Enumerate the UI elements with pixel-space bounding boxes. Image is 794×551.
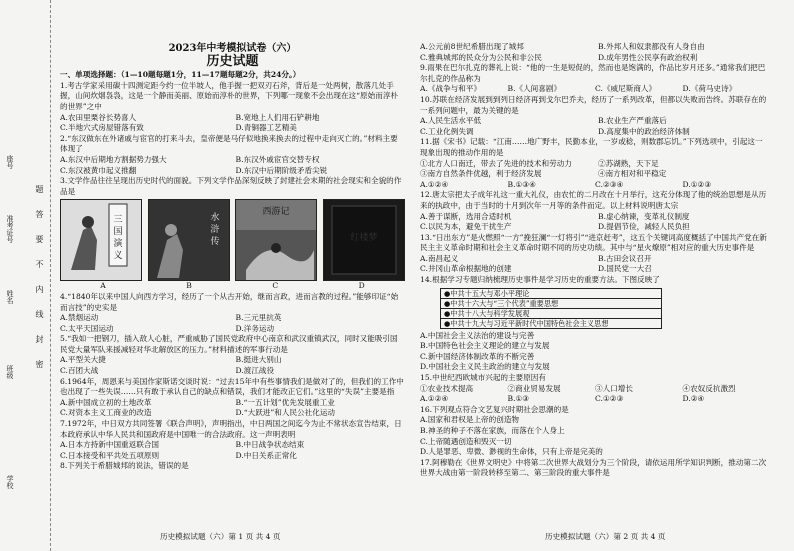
cover-title-char: 义 (113, 251, 123, 262)
image-labels (60, 281, 405, 292)
option: A.①②④ (420, 179, 449, 189)
option: C.日本接受和平共处五项原则 (60, 450, 160, 460)
option: A.南昌起义 (420, 253, 459, 263)
option: C.半地穴式房屋错落有致 (60, 123, 144, 133)
statement: ①农业技术提高 (420, 383, 474, 393)
option: D.②④ (682, 394, 705, 404)
option: B.“一五计划”优先发展重工业 (235, 397, 335, 407)
option: A.平型关大捷 (60, 355, 106, 365)
option: B.东汉外戚宦官交替专权 (235, 154, 320, 164)
question-3-images (60, 199, 405, 281)
option: B.古田会议召开 (598, 253, 652, 263)
option: C.对资本主义工商业的改造 (60, 408, 152, 418)
question-10-options (420, 116, 770, 137)
question-10: 10.苏联在经济发展到到列日经济再到戈尔巴乔夫，经历了一系列改革，但都以失败而告终。苏联存在的一系列问题中，最为关键的是 (420, 94, 767, 115)
option: D.“大跃进”和人民公社化运动 (235, 408, 336, 418)
statement: ②苏湖熟，天下足 (598, 158, 659, 168)
statement: ③南方自然条件优越，利于经济发展 (420, 169, 542, 179)
cover-title-char: 三 (113, 215, 123, 226)
option: B.虚心纳谏，变革礼仪制度 (598, 211, 690, 221)
option: D.《荷马史诗》 (682, 84, 737, 94)
question-4-options (60, 313, 405, 334)
class-label: 班级 (6, 365, 14, 379)
cover-title-char: 国 (113, 227, 123, 238)
question-14: 14.根据学习专题归纳梳理历史事件是学习历史的重要方法。下图反映了 (420, 275, 660, 285)
question-11: 11.据《宋书》记载：“江南……地广野丰，民勤本业，一岁或稔，则数郡忘饥。”下列选项中，引起这一现象出现的推动作用的是 (420, 137, 763, 157)
left-column (60, 0, 405, 472)
question-4: 4.“1840年以来中国人向西方学习，经历了一个从古开始，继而言政，进而言教的过程。”能够印证“始而言技”的史实是 (60, 291, 399, 312)
figure-row: ●中共十五大与邓小平理论 (441, 289, 661, 299)
question-11-items (420, 159, 770, 180)
option: C.工业化例失调 (420, 126, 474, 136)
option: B.①③④ (507, 179, 536, 189)
question-1-options (60, 113, 405, 134)
question-7: 7.1972年，中日双方共同签署《联合声明》，声明指出，中日两国之间迄今为止不常状态宣告结束，日本政府承认中华人民共和国政府是中国唯一的合法政府。这一声明表明 (60, 419, 402, 439)
question-8: 8.下列关于希腊城邦的说法，错误的是 (60, 461, 189, 471)
book-cover-image (323, 199, 405, 281)
option: D.高度集中的政治经济体制 (598, 126, 690, 136)
school-label: 学校 (6, 475, 14, 489)
question-2-options (60, 155, 405, 176)
option: D.提倡节俭，减轻人民负担 (598, 222, 690, 232)
question-1: 1.考古学家采用碳十四测定距今约一位半坡人，他手握一把双刃石斧，背后是一处两树，散落几处手握，山间炊烟袅袅，这是一个静而美丽、原始而淳朴的世界，下列哪一现象不会出现在这“原始而淳朴的世界”之中 (60, 80, 399, 111)
statement: ②商业贸易发展 (507, 383, 561, 393)
seal-mark: 题 (35, 185, 44, 193)
question-9-options (420, 84, 770, 95)
option: B.宽地上人们用石铲耕地 (235, 112, 320, 122)
question-15-items (420, 384, 770, 395)
option: D.洋务运动 (235, 323, 275, 333)
cover-title-char: 传 (210, 237, 220, 248)
question-7-options (60, 440, 405, 461)
question-8-options (420, 42, 770, 63)
option: B.《人间喜剧》 (507, 84, 562, 94)
statement: ③人口增长 (595, 383, 633, 393)
question-15: 15.中世纪西欧城市兴起的主要原因有 (420, 373, 546, 383)
option: C.新中国经济体制改革的不断完善 (420, 351, 535, 361)
option: A.人民生活水平低 (420, 116, 482, 126)
exam-title: 2023年中考模拟试卷（六） (168, 43, 297, 54)
option: A.日本方持新中国重返联合国 (60, 440, 160, 450)
option: C.东汉被黄巾起义推翻 (60, 165, 137, 175)
cover-title-char: 水 (210, 213, 220, 224)
option: D.东汉中后期阶级矛盾尖锐 (235, 165, 328, 175)
option: B.神圣的种子不落在家族，而落在个人身上 (420, 426, 565, 435)
option: D.成年男性公民享有政治权利 (598, 52, 698, 62)
image-label: A (100, 281, 106, 291)
option: A.新中国成立初的土地改革 (60, 397, 152, 407)
page-footer-left: 历史模拟试题（六）第 1 页 共 4 页 (160, 532, 281, 541)
question-17: 17.阿穆勒在《世界文明史》中将第二次世界大战划分为三个阶段，请依运用所学知识判断，推动第二次世界大战由第一阶段转移至第二、第三阶段的重大事件是 (420, 457, 767, 478)
option: A.国家和君权是上帝的创造物 (420, 415, 520, 425)
option: C.百团大战 (60, 366, 99, 376)
question-6: 6.1964年，周恩来与美国作家斯诺交谈时说：“过去15年中有些事情我们是做对了的，但我们的工作中也出现了一些失误……只有敢于承认自己的缺点和错误，我们才能改正它们。”这里的“失误”主要是指 (60, 376, 404, 397)
option: A.善于谋断，选用合适时机 (420, 211, 512, 221)
question-3: 3.文学作品往往呈现出历史时代的面貌。下列文学作品深刻反映了封建社会末期的社会现实和全貌的作品是 (60, 176, 402, 196)
question-16: 16.下列观点符合文艺复兴时期社会思潮的是 (420, 404, 569, 414)
figure-row: ●中共十六大与“三个代表”重要思想 (441, 299, 661, 309)
option: B.①③ (507, 394, 530, 404)
option: B.中日战争状态结束 (235, 440, 305, 450)
cover-title: 红楼梦 (350, 233, 378, 244)
seal-mark: 线 (35, 310, 44, 318)
question-6-options (60, 398, 405, 419)
seal-mark: 密 (35, 360, 44, 368)
cover-title-char: 演 (113, 239, 123, 250)
exam-no-label: 准考证号 (6, 215, 14, 243)
statement: ④农奴反抗激烈 (682, 383, 736, 393)
option: D.国民党一大召 (598, 264, 652, 274)
statement: ①北方人口南迁，带去了先进的技术和劳动力 (420, 158, 572, 168)
figure-row: ●中共十八大与科学发展观 (441, 309, 661, 319)
question-12: 12.唐太宗把太子成年礼这一重大礼仪，由农忙的二月改在十月举行，这充分体现了他的统治思想是从历来的执政中，由于当时的十月到次年一月等的条件而定。以上材料说明唐太宗 (420, 190, 767, 210)
option: A.禁烟运动 (60, 313, 99, 323)
seal-mark: 内 (35, 285, 44, 293)
question-5: 5.“我如一把钢刀，插入敌人心脏，严重威胁了国民党政府中心南京和武汉重镇武汉，同时又能吸引国民党大量军队来援减轻对华北解放区的压力。”材料描述的军事行动是 (60, 334, 398, 354)
option: C.以民为本，避免干扰生产 (420, 222, 512, 232)
question-2: 2.“东汉做东在外诸戚与宦官的打来斗去，皇帝便是马仔似地换来换去的过程中走向灭亡的。”材料主要体现了 (60, 133, 398, 154)
option: C.②③④ (595, 179, 624, 189)
book-cover-image (60, 199, 142, 281)
option: D.中国社会主义民主政治的建立与发展 (420, 362, 550, 372)
option: C.①②③ (595, 394, 624, 404)
option: B.中国特色社会主义理论的建立与发展 (420, 341, 550, 351)
option: B.三元里抗英 (235, 313, 282, 323)
option: C.井冈山革命根据地的创建 (420, 264, 512, 274)
page-footer-right: 历史模拟试题（六）第 2 页 共 4 页 (545, 532, 666, 541)
question-13: 13.“日出东方”是火燃照“一方”挽狂澜“一灯将引”“进京赶考”，这五个关键词高度概括了中国共产党在新民主主义革命时期和社会主义革命时期不同的历史功绩。其中与“星火燎原”相对应的重大历史事件是 (420, 232, 767, 253)
subject-title: 历史试题 (206, 53, 259, 69)
statement: ④南方相对和平稳定 (598, 169, 667, 179)
cover-title: 西游记 (262, 207, 290, 218)
seal-mark: 答 (35, 210, 44, 218)
option: C.雅典城邦的民众分为公民和非公民 (420, 52, 542, 62)
question-11-options (420, 180, 770, 191)
option: D.人是罪恶、卑微、渺视的生命体，只有上帝是完美的 (420, 447, 603, 457)
book-cover-image (235, 199, 317, 281)
option: C.《威尼斯商人》 (595, 84, 657, 94)
option: D.①②③ (682, 179, 712, 189)
name-label: 姓名 (6, 290, 14, 304)
seal-mark: 封 (35, 335, 44, 343)
option: B.外邦人和奴隶都没有人身自由 (598, 42, 705, 51)
option: A.《战争与和平》 (420, 84, 482, 94)
question-5-options (60, 355, 405, 376)
option: A.公元前8世纪希腊出现了城邦 (420, 42, 524, 51)
option: A.中国社会主义法治的建设与完善 (420, 330, 535, 340)
option: D.中日关系正常化 (235, 450, 297, 460)
figure-row: ●中共十九大与习近平新时代中国特色社会主义思想 (444, 318, 609, 328)
image-label: D (358, 281, 365, 291)
question-15-options (420, 394, 770, 405)
option: C.上帝随遇创造和毁灭一切 (420, 436, 512, 446)
book-cover-image (148, 199, 230, 281)
seal-mark: 要 (35, 235, 44, 243)
option: C.太平天国运动 (60, 323, 114, 333)
seal-mark: 不 (35, 260, 44, 268)
question-13-options (420, 254, 770, 275)
option: D.青铜器工艺精美 (235, 123, 297, 133)
right-column (420, 42, 770, 479)
option: D.渡江战役 (235, 366, 275, 376)
option: A.东汉中后期地方割据势力强大 (60, 154, 167, 164)
cover-title-char: 浒 (210, 225, 220, 236)
option: A.①②④ (420, 394, 449, 404)
binding-strip (0, 0, 51, 551)
image-label: C (272, 281, 279, 291)
question-9: 9.雨果在巴尔扎克的葬礼上说：“他的一生是短促的，然而也是饱满的，作品比岁月还多。”通常我们把巴尔扎克的作品称为 (420, 63, 766, 83)
section-heading: 一、单项选择题：（1—10题每题1分，11—17题每题2分，共24分。） (60, 70, 301, 80)
option: B.挺进大别山 (235, 355, 282, 365)
option: A.农田里栗谷长势喜人 (60, 112, 137, 122)
image-label: B (186, 281, 192, 291)
seat-no-label: 座号 (6, 155, 14, 169)
question-12-options (420, 212, 770, 233)
question-14-figure (440, 288, 662, 329)
option: B.农业生产严重落后 (598, 116, 667, 126)
